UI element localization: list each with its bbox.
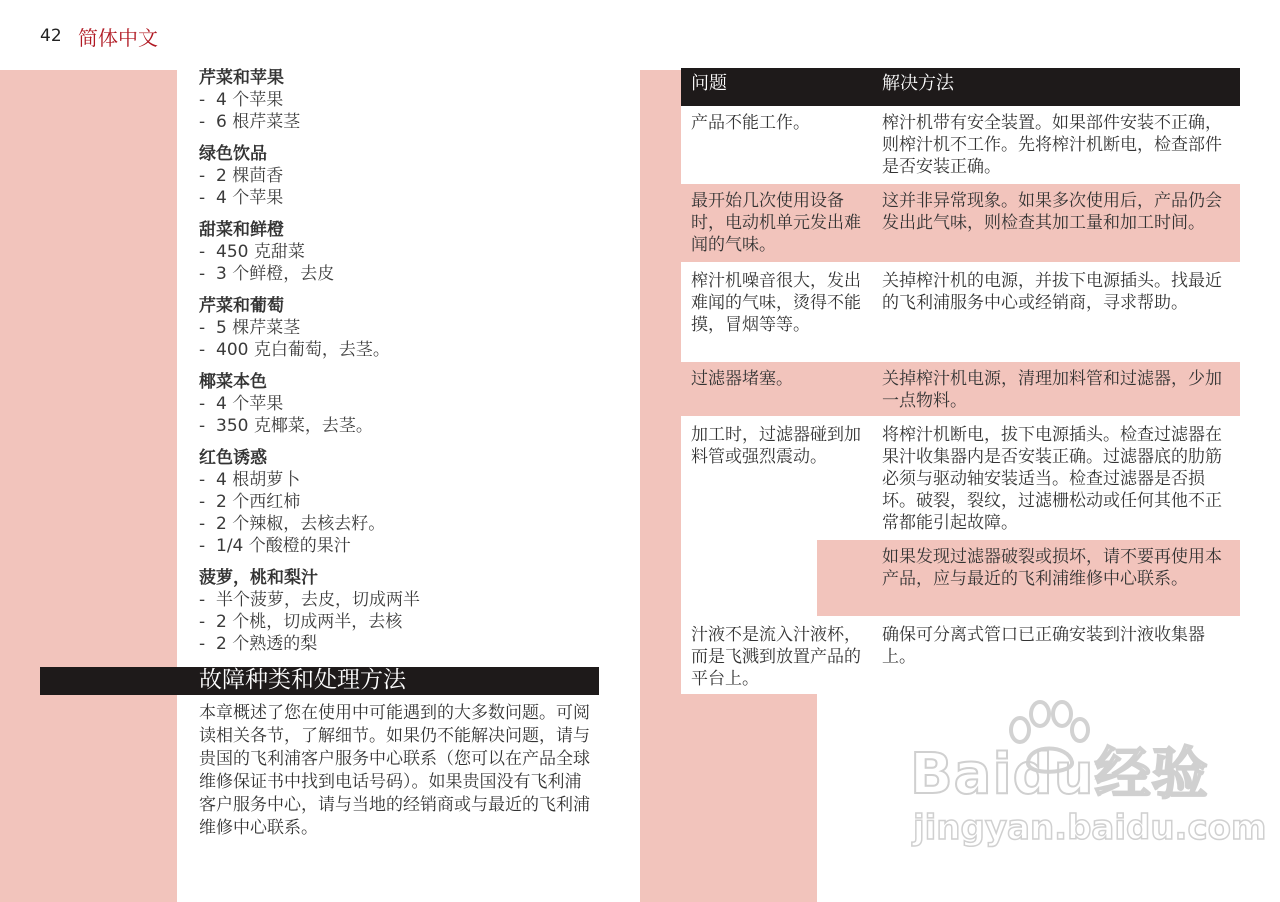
- column-header-problem: 问题: [691, 73, 727, 94]
- table-row: [681, 618, 1240, 694]
- problem-cell: [681, 540, 872, 616]
- language-label: 简体中文: [78, 26, 158, 50]
- recipe-list: [199, 68, 619, 666]
- solution-cell: 这并非异常现象。如果多次使用后，产品仍会发出此气味，则检查其加工量和加工时间。: [882, 191, 1222, 233]
- table-row: [681, 264, 1240, 362]
- solution-cell: 将榨汁机断电，拔下电源插头。检查过滤器在果汁收集器内是否安装正确。过滤器底的肋筋必须与驱动轴安装适当。检查过滤器是否损坏。破裂，裂纹，过滤栅松动或任何其他不正常都能引起故障。: [882, 425, 1222, 533]
- recipe-title: 绿色饮品: [199, 144, 267, 164]
- ingredient-item: - 2 个西红柿: [199, 492, 301, 512]
- recipe-title: 菠萝，桃和梨汁: [199, 568, 318, 588]
- ingredient-item: - 2 个辣椒，去核去籽。: [199, 514, 386, 534]
- section-intro: 本章概述了您在使用中可能遇到的大多数问题。可阅读相关各节，了解细节。如果仍不能解决问题，请与贵国的飞利浦客户服务中心联系（您可以在产品全球维修保证书中找到电话号码）。如果贵国没有飞利浦客户服务中心，请与当地的经销商或与最近的飞利浦维修中心联系。: [199, 703, 590, 838]
- problem-cell: 汁液不是流入汁液杯，而是飞溅到放置产品的平台上。: [691, 625, 861, 689]
- solution-cell: 如果发现过滤器破裂或损坏，请不要再使用本产品，应与最近的飞利浦维修中心联系。: [882, 547, 1222, 589]
- ingredient-item: - 2 棵茴香: [199, 166, 284, 186]
- recipe-title: 甜菜和鲜橙: [199, 220, 284, 240]
- ingredient-item: - 3 个鲜橙，去皮: [199, 264, 335, 284]
- recipe: [199, 68, 619, 133]
- table-row: [681, 362, 1240, 418]
- watermark-url: jingyan.baidu.com: [913, 808, 1267, 848]
- problem-cell: 过滤器堵塞。: [691, 369, 793, 389]
- left-margin-band: [0, 70, 177, 902]
- ingredient-item: - 400 克白葡萄，去茎。: [199, 340, 390, 360]
- watermark: [905, 700, 1267, 860]
- recipe-title: 红色诱惑: [199, 448, 267, 468]
- recipe: [199, 144, 619, 209]
- recipe: [199, 568, 619, 655]
- recipe: [199, 296, 619, 361]
- recipe-title: 芹菜和苹果: [199, 68, 284, 88]
- page-number: 42: [40, 26, 62, 46]
- solution-cell: 关掉榨汁机电源，清理加料管和过滤器，少加一点物料。: [882, 369, 1222, 411]
- problem-cell: 加工时，过滤器碰到加料管或强烈震动。: [691, 425, 861, 467]
- table-row: [681, 184, 1240, 264]
- recipe: [199, 372, 619, 437]
- table-row: [681, 106, 1240, 184]
- ingredient-item: - 4 个苹果: [199, 188, 284, 208]
- ingredient-item: - 2 个熟透的梨: [199, 634, 318, 654]
- ingredient-item: - 4 个苹果: [199, 394, 284, 414]
- table-header-row: [681, 68, 1240, 106]
- table-row: [681, 540, 1240, 618]
- ingredient-item: - 1/4 个酸橙的果汁: [199, 536, 351, 556]
- problem-cell: 产品不能工作。: [691, 113, 810, 133]
- ingredient-item: - 半个菠萝，去皮，切成两半: [199, 590, 420, 610]
- recipe-title: 椰菜本色: [199, 372, 267, 392]
- ingredient-item: - 4 个苹果: [199, 90, 284, 110]
- ingredient-item: - 6 根芹菜茎: [199, 112, 301, 132]
- recipe: [199, 220, 619, 285]
- ingredient-item: - 4 根胡萝卜: [199, 470, 301, 490]
- section-heading-bar: [40, 667, 599, 695]
- section-title: 故障种类和处理方法: [199, 667, 406, 693]
- problem-cell: 最开始几次使用设备时，电动机单元发出难闻的气味。: [691, 191, 861, 255]
- recipe: [199, 448, 619, 557]
- table-row: [681, 418, 1240, 540]
- watermark-logo: Baidu经验: [910, 742, 1209, 807]
- ingredient-item: - 2 个桃，切成两半，去核: [199, 612, 403, 632]
- recipe-title: 芹菜和葡萄: [199, 296, 284, 316]
- ingredient-item: - 5 棵芹菜茎: [199, 318, 301, 338]
- problem-cell: 榨汁机噪音很大，发出难闻的气味，烫得不能摸，冒烟等等。: [691, 271, 861, 335]
- solution-cell: 榨汁机带有安全装置。如果部件安装不正确，则榨汁机不工作。先将榨汁机断电，检查部件是否安装正确。: [882, 113, 1222, 177]
- column-header-solution: 解决方法: [882, 73, 954, 94]
- ingredient-item: - 450 克甜菜: [199, 242, 305, 262]
- troubleshooting-table: [681, 68, 1240, 694]
- solution-cell: 关掉榨汁机的电源，并拔下电源插头。找最近的飞利浦服务中心或经销商，寻求帮助。: [882, 271, 1222, 313]
- ingredient-item: - 350 克椰菜，去茎。: [199, 416, 373, 436]
- solution-cell: 确保可分离式管口已正确安装到汁液收集器上。: [882, 625, 1205, 667]
